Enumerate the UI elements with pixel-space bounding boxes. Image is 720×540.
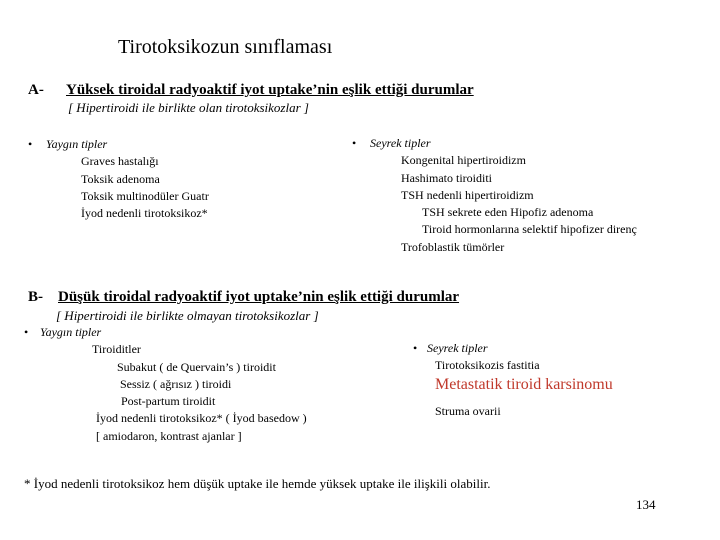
- section-a-heading-text: Yüksek tiroidal radyoaktif iyot uptake’nin eşlik ettiği durumlar: [66, 82, 474, 98]
- list-item: Tiroid hormonlarına selektif hipofizer direnç: [422, 222, 637, 237]
- section-a-rare-list: [352, 135, 637, 256]
- page-number: 134: [636, 497, 656, 512]
- section-b-rare-header: [413, 340, 488, 357]
- list-item: [ amiodaron, kontrast ajanlar ]: [96, 428, 242, 443]
- section-b-common-label: Yaygın tipler: [40, 325, 102, 339]
- bullet-icon: •: [352, 136, 357, 150]
- list-item: Hashimato tiroiditi: [401, 170, 492, 185]
- section-b-rare-label: Seyrek tipler: [427, 341, 488, 355]
- list-item: Toksik multinodüler Guatr: [81, 188, 209, 203]
- list-item: Post-partum tiroidit: [121, 394, 216, 409]
- list-item: Tiroiditler: [92, 342, 141, 357]
- list-item: Tirotoksikozis fastitia: [435, 358, 540, 372]
- list-item: TSH sekrete eden Hipofiz adenoma: [422, 205, 594, 220]
- section-b-letter: B-: [28, 289, 43, 305]
- list-item: Trofoblastik tümörler: [401, 239, 505, 254]
- highlighted-list-item: Metastatik tiroid karsinomu: [435, 376, 613, 393]
- list-item: Toksik adenoma: [81, 171, 160, 186]
- list-item: Graves hastalığı: [81, 154, 159, 169]
- list-item: TSH nedenli hipertiroidizm: [401, 187, 534, 202]
- section-a-heading: [66, 82, 474, 99]
- list-item: Struma ovarii: [435, 404, 501, 418]
- section-b-note: [ Hipertiroidi ile birlikte olmayan tirotoksikozlar ]: [56, 308, 319, 323]
- section-a-note: [ Hipertiroidi ile birlikte olan tirotoksikozlar ]: [68, 100, 309, 115]
- section-b-common-list: [24, 324, 307, 445]
- footnote: * İyod nedenli tirotoksikoz hem düşük uptake ile hemde yüksek uptake ile ilişkili olabilir.: [24, 476, 491, 491]
- page-title: Tirotoksikozun sınıflaması: [118, 36, 333, 58]
- bullet-icon: •: [28, 137, 33, 151]
- section-b-common-header: [24, 324, 307, 341]
- list-item: Subakut ( de Quervain’s ) tiroidit: [117, 359, 276, 374]
- list-item: Sessiz ( ağrısız ) tiroidi: [120, 376, 232, 391]
- section-a-common-header: [28, 136, 209, 153]
- section-a-common-label: Yaygın tipler: [46, 137, 108, 151]
- bullet-icon: •: [24, 325, 29, 339]
- section-b-heading-text: Düşük tiroidal radyoaktif iyot uptake’nin eşlik ettiği durumlar: [58, 289, 460, 305]
- section-a-rare-header: [352, 135, 637, 152]
- bullet-icon: •: [413, 341, 418, 355]
- list-item: İyod nedenli tirotoksikoz* ( İyod basedow ): [96, 411, 307, 426]
- section-b-heading: [58, 289, 459, 306]
- section-a-letter: A-: [28, 82, 44, 98]
- section-a-rare-label: Seyrek tipler: [370, 136, 431, 150]
- section-a-common-list: [28, 136, 209, 222]
- list-item: Kongenital hipertiroidizm: [401, 153, 526, 168]
- list-item: İyod nedenli tirotoksikoz*: [81, 206, 208, 221]
